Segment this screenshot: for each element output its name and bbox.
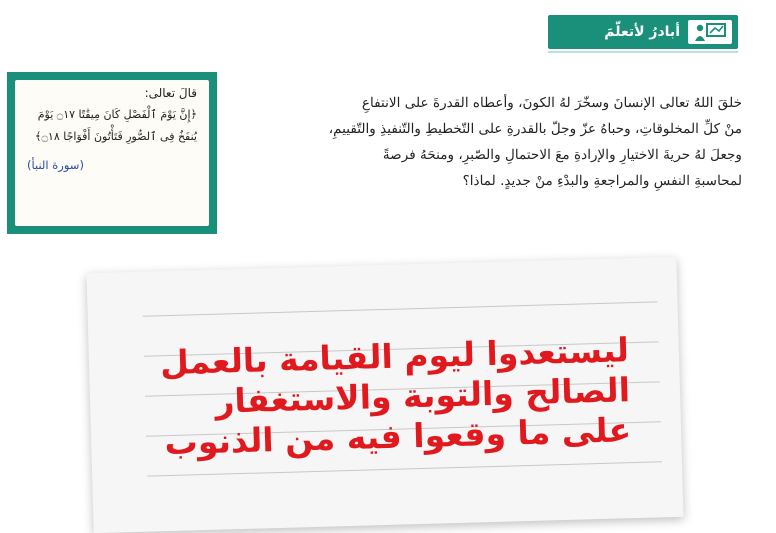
section-header-label: أبادرُ لأتعلّمَ <box>604 24 680 40</box>
answer-note <box>86 257 683 533</box>
lesson-paragraph <box>232 90 742 194</box>
paragraph-line: لمحاسبةِ النفسِ والمراجعةِ والبدْءِ منْ جديدٍ. لماذا؟ <box>462 173 742 189</box>
section-header-badge <box>548 15 738 49</box>
note-rule <box>147 461 662 476</box>
quran-verse-line: يُنفَخُ فِى ٱلصُّورِ فَتَأْتُونَ أَفْوَاجًا ۝١٨﴾ <box>35 130 197 143</box>
quran-verse-card <box>15 80 209 226</box>
student-board-icon <box>688 20 732 44</box>
paragraph-line: منْ كلِّ المخلوقاتِ، وحباهُ عزّ وجلّ بالقدرةِ على التّخطيطِ والتّنفيذِ والتّقييمِ، <box>328 121 742 137</box>
answer-line: ليستعدوا ليوم القيامة بالعمل <box>159 330 630 383</box>
answer-line: على ما وقعوا فيه من الذنوب <box>164 410 632 463</box>
quran-intro: قالَ تعالى: <box>144 86 197 100</box>
quran-source: (سورة النبأ) <box>27 158 84 172</box>
header-divider <box>548 51 738 53</box>
note-rule <box>143 301 658 316</box>
paragraph-line: خلقَ اللهُ تعالى الإنسانَ وسخّرَ لهُ الكونَ، وأعطاه القدرةَ على الانتفاعِ <box>361 95 742 111</box>
note-paper <box>86 257 683 533</box>
quran-verse-line: ﴿إِنَّ يَوْمَ ٱلْفَصْلِ كَانَ مِيقَٰتًا ۝١٧ يَوْمَ <box>37 108 197 121</box>
answer-line: الصالح والتوبة والاستغفار <box>214 370 631 421</box>
quran-verse-box <box>7 72 217 234</box>
answer-text <box>128 330 631 464</box>
paragraph-line: وجعلَ لهُ حريةَ الاختيارِ والإرادةِ معَ الاحتمالِ والصّبرِ، ومنحَهُ فرصةً <box>382 147 742 163</box>
